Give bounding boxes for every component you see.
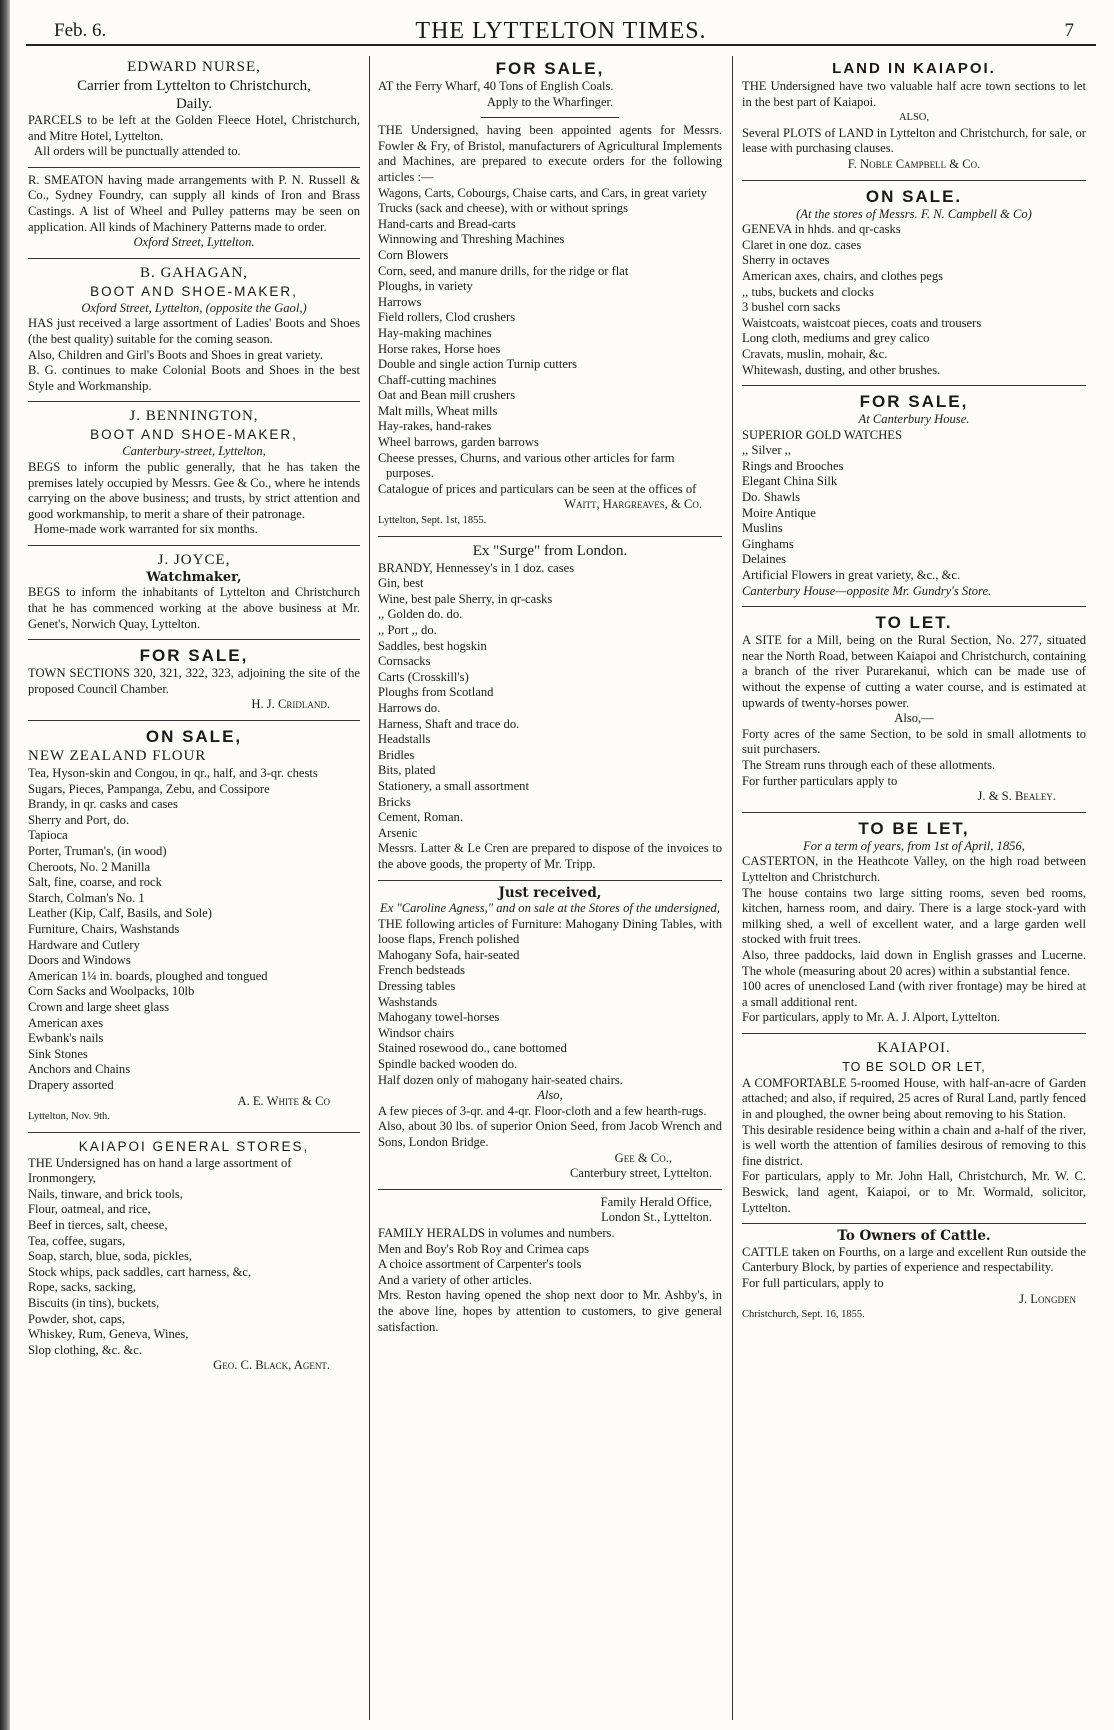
column-divider-2 — [732, 56, 733, 1720]
ad-paragraph: Also, about 30 lbs. of superior Onion Seed, from Jacob Wrench and Sons, London Bridge. — [378, 1119, 722, 1149]
list-item: Corn, seed, and manure drills, for the ridge or flat — [378, 263, 629, 278]
list-item: Men and Boy's Rob Roy and Crimea caps — [378, 1241, 590, 1256]
ad-edward-nurse — [28, 56, 360, 164]
ad-date: Christchurch, Sept. 16, 1855. — [742, 1309, 865, 1321]
list-item: Field rollers, Clod crushers — [378, 310, 516, 325]
ad-body: HAS just received a large assortment of Ladies' Boots and Shoes (the best quality) suitable for the coming season. — [28, 316, 360, 346]
ad-address: Oxford Street, Lyttelton, (opposite the Gaol,) — [81, 300, 307, 315]
ad-body: A SITE for a Mill, being on the Rural Section, No. 277, situated near the North Road, between Kaiapoi and Christchurch, containing a branch of the river Purarekanui, which can be made use of without the expense of cutting a water course, and is estimated at upwards of twenty-horses power. — [742, 633, 1086, 710]
divider — [28, 720, 360, 721]
list-item: Salt, fine, coarse, and rock — [28, 875, 162, 890]
list-item: Gin, best — [378, 576, 424, 591]
ad-paragraph: Also, three paddocks, laid down in English grasses and Lucerne. The whole (measuring about 20 acres) within a substantial fence. — [742, 947, 1086, 978]
list-item: Mahogany towel-horses — [378, 1010, 500, 1025]
ad-campbell-stores — [742, 184, 1086, 383]
ad-footer: Canterbury House—opposite Mr. Gundry's Store. — [742, 583, 992, 598]
ad-address: Canterbury-street, Lyttelton, — [122, 444, 266, 459]
list-item: Saddles, best hogskin — [378, 638, 487, 653]
ad-body: Messrs. Latter & Le Cren are prepared to dispose of the invoices to the above goods, the property of Mr. Tripp. — [378, 841, 722, 871]
ad-caroline-agness — [378, 884, 722, 1186]
ad-land-in-kaiapoi — [742, 56, 1086, 177]
divider — [481, 117, 619, 118]
ad-signature: Gee & Co., — [614, 1150, 672, 1165]
ad-paragraph: Also, Children and Girl's Boots and Shoes in great variety. — [28, 347, 323, 362]
divider — [742, 385, 1086, 386]
list-item: Ewbank's nails — [28, 1031, 104, 1046]
ad-paragraph: For full particulars, apply to — [742, 1276, 884, 1290]
ad-paragraph: The Stream runs through each of these allotments. — [742, 757, 996, 772]
list-item: Harness, Shaft and trace do. — [378, 716, 520, 731]
ad-street: London St., Lyttelton. — [601, 1210, 712, 1225]
ad-english-coals — [378, 56, 722, 114]
ad-heading: TO BE LET, — [858, 818, 970, 838]
list-item: Sugars, Pieces, Pampanga, Zebu, and Cossipore — [28, 781, 270, 796]
goods-list — [742, 222, 1086, 378]
list-item: Biscuits (in tins), buckets, — [28, 1296, 160, 1311]
list-item: Drapery assorted — [28, 1077, 114, 1092]
list-item: American axes — [28, 1015, 104, 1030]
goods-list — [28, 766, 360, 1093]
list-item: ,, Golden do. do. — [378, 607, 463, 622]
list-item: Oat and Bean mill crushers — [378, 388, 516, 403]
list-item: Long cloth, mediums and grey calico — [742, 331, 930, 346]
ad-paragraph: Several PLOTS of LAND in Lyttelton and Christchurch, for sale, or lease with purchasing clauses. — [742, 125, 1086, 156]
list-item: Artificial Flowers in great variety, &c., &c. — [742, 568, 961, 583]
list-item: Corn Blowers — [378, 247, 449, 262]
list-item: Corn Sacks and Woolpacks, 10lb — [28, 984, 195, 999]
ad-also: ALSO, — [898, 112, 930, 124]
list-item: ,, Port ,, do. — [378, 623, 437, 637]
ad-apply: Apply to the Wharfinger. — [486, 94, 614, 109]
ad-signature: J. Longden — [1019, 1291, 1076, 1306]
list-item: Hardware and Cutlery — [28, 937, 140, 952]
ad-subheading: For a term of years, from 1st of April, 1856, — [803, 838, 1025, 853]
ad-signature: J. & S. Bealey. — [977, 789, 1056, 804]
list-item: Tea, Hyson-skin and Congou, in qr., half, and 3-qr. chests — [28, 766, 318, 781]
ad-body: THE Undersigned, having been appointed agents for Messrs. Fowler & Fry, of Bristol, manufacturers of Agricultural Implements and Machines, are prepared to execute orders for the following articles :— — [378, 123, 722, 184]
ad-paragraph: This desirable residence being within a chain and a-half of the river, is well worth the attention of families desirous of removing to this fine district. — [742, 1122, 1086, 1168]
list-item: Hay-rakes, hand-rakes — [378, 419, 492, 434]
ad-trade: BOOT AND SHOE-MAKER, — [90, 427, 298, 443]
ad-paragraph: Catalogue of prices and particulars can be seen at the offices of — [378, 481, 697, 496]
ad-line: Daily. — [175, 96, 213, 112]
ad-surge — [378, 540, 722, 877]
list-item: Washstands — [378, 994, 438, 1009]
divider — [28, 258, 360, 259]
ad-signature: F. Noble Campbell & Co. — [847, 156, 981, 171]
goods-list — [378, 1242, 722, 1289]
list-item: SUPERIOR GOLD WATCHES — [742, 427, 903, 442]
ad-date: Lyttelton, Sept. 1st, 1855. — [378, 515, 487, 527]
ad-gahagan — [28, 262, 360, 399]
list-item: Double and single action Turnip cutters — [378, 357, 578, 372]
ad-heading: KAIAPOI. — [877, 1039, 951, 1056]
ad-heading: Ex "Surge" from London. — [472, 542, 628, 559]
divider — [28, 545, 360, 546]
ad-heading: ON SALE. — [865, 186, 963, 206]
ad-kaiapoi-house — [742, 1037, 1086, 1220]
list-item: Porter, Truman's, (in wood) — [28, 844, 167, 858]
list-item: BRANDY, Hennessey's in 1 doz. cases — [378, 560, 575, 575]
list-item: Wagons, Carts, Cobourgs, Chaise carts, and Cars, in great variety — [378, 185, 707, 200]
goods-list — [742, 428, 1086, 584]
ad-canterbury-house — [742, 389, 1086, 603]
ad-heading: Just received, — [498, 884, 602, 901]
ad-subheading: Ex "Caroline Agness," and on sale at the Stores of the undersigned, — [380, 901, 720, 916]
ad-trade: BOOT AND SHOE-MAKER, — [90, 283, 298, 299]
list-item: A choice assortment of Carpenter's tools — [378, 1257, 582, 1272]
ad-heading: FOR SALE, — [495, 59, 605, 78]
ad-implements — [378, 121, 722, 532]
list-item: ,, Silver ,, — [742, 443, 791, 458]
list-item: Windsor chairs — [378, 1025, 455, 1040]
ad-nz-flour — [28, 724, 360, 1129]
ad-body: FAMILY HERALDS in volumes and numbers. — [378, 1225, 615, 1240]
ad-paragraph: For further particulars apply to — [742, 773, 898, 788]
list-item: Stationery, a small assortment — [378, 778, 529, 793]
ad-heading: KAIAPOI GENERAL STORES, — [78, 1138, 310, 1154]
ad-signature: Waitt, Hargreaves, & Co. — [564, 497, 702, 512]
list-item: Moire Antique — [742, 505, 816, 520]
ad-signature: H. J. Cridland. — [251, 697, 330, 712]
page-header — [26, 18, 1096, 46]
goods-list — [378, 948, 722, 1088]
ad-date: Lyttelton, Nov. 9th. — [28, 1111, 110, 1123]
list-item: Waistcoats, waistcoat pieces, coats and trousers — [742, 315, 982, 330]
list-item: Ploughs from Scotland — [378, 685, 494, 700]
divider — [742, 1033, 1086, 1034]
ad-heading: FOR SALE, — [859, 392, 969, 412]
list-item: Claret in one doz. cases — [742, 237, 862, 252]
ad-casterton — [742, 816, 1086, 1030]
list-item: Sherry in octaves — [742, 253, 830, 268]
list-item: Trucks (sack and cheese), with or without springs — [378, 201, 628, 216]
list-item: Powder, shot, caps, — [28, 1311, 126, 1326]
list-item: Arsenic — [378, 825, 418, 840]
divider — [742, 1223, 1086, 1224]
column-3 — [742, 56, 1086, 1720]
column-1 — [28, 56, 360, 1720]
ad-title: NEW ZEALAND FLOUR — [28, 748, 207, 765]
page-binding-edge — [0, 0, 10, 1730]
list-item: Beef in tierces, salt, cheese, — [28, 1218, 168, 1233]
list-item: Whiskey, Rum, Geneva, Wines, — [28, 1327, 189, 1342]
ad-line: Carrier from Lyttelton to Christchurch, — [77, 78, 311, 94]
ad-body: THE Undersigned has on hand a large assortment of — [28, 1155, 292, 1170]
list-item: Chaff-cutting machines — [378, 372, 497, 387]
divider — [28, 401, 360, 402]
ad-paragraph: B. G. continues to make Colonial Boots and Shoes in the best Style and Workmanship. — [28, 363, 360, 393]
list-item: Furniture, Chairs, Washstands — [28, 921, 180, 936]
ad-name: B. GAHAGAN, — [139, 264, 249, 281]
ad-body: CASTERTON, in the Heathcote Valley, on the high road between Lyttelton and Christchurch. — [742, 854, 1086, 884]
list-item: Hay-making machines — [378, 325, 492, 340]
list-item: Rings and Brooches — [742, 458, 844, 473]
list-item: Bits, plated — [378, 763, 436, 778]
divider — [28, 1132, 360, 1133]
list-item: Half dozen only of mahogany hair-seated chairs. — [378, 1072, 623, 1087]
divider — [378, 536, 722, 537]
list-item: Sherry and Port, do. — [28, 812, 130, 827]
list-item: Bricks — [378, 794, 411, 809]
divider — [742, 812, 1086, 813]
ad-paragraph: For particulars, apply to Mr. A. J. Alport, Lyttelton. — [742, 1010, 1001, 1025]
ad-subheading: At Canterbury House. — [858, 412, 970, 427]
list-item: Dressing tables — [378, 979, 456, 994]
ad-body: THE Undersigned have two valuable half acre town sections to let in the best part of Kaiapoi. — [742, 79, 1086, 109]
masthead: THE LYTTELTON TIMES. — [415, 18, 707, 44]
list-item: Doors and Windows — [28, 953, 131, 968]
list-item: Winnowing and Threshing Machines — [378, 232, 565, 247]
ad-body: R. SMEATON having made arrangements with P. N. Russell & Co., Sydney Foundry, can supply all kinds of Iron and Brass Castings. A list of Wheel and Pulley patterns may be seen on application. All kinds of Machinery Patterns made to order. — [28, 172, 360, 234]
ad-body: TOWN SECTIONS 320, 321, 322, 323, adjoining the site of the proposed Council Chamber. — [28, 666, 360, 696]
list-item: Hand-carts and Bread-carts — [378, 216, 516, 231]
list-item: Carts (Crosskill's) — [378, 669, 469, 684]
list-item: Slop clothing, &c. &c. — [28, 1342, 143, 1357]
ad-paragraph: The house contains two large sitting rooms, seven bed rooms, kitchen, harness room, and dairy. There is a large stock-yard with milking shed, a well of excellent water, and a large garden well stocked with fruit trees. — [742, 885, 1086, 947]
ad-body: THE following articles of Furniture: Mahogany Dining Tables, with loose flaps, French polished — [378, 916, 722, 947]
ad-address: Canterbury street, Lyttelton. — [570, 1166, 712, 1181]
list-item: ,, tubs, buckets and clocks — [742, 284, 874, 299]
list-item: Wheel barrows, garden barrows — [378, 435, 539, 450]
list-item: Do. Shawls — [742, 490, 801, 505]
ad-mill-site — [742, 610, 1086, 809]
ad-family-herald — [378, 1193, 722, 1339]
ad-name: J. JOYCE, — [157, 551, 231, 568]
list-item: Soap, starch, blue, soda, pickles, — [28, 1249, 193, 1264]
list-item: Rope, sacks, sacking, — [28, 1280, 137, 1295]
list-item: Ginghams — [742, 536, 794, 551]
list-item: Mahogany Sofa, hair-seated — [378, 947, 520, 962]
list-item: French bedsteads — [378, 963, 466, 978]
goods-list — [378, 561, 722, 842]
list-item: Malt mills, Wheat mills — [378, 403, 498, 418]
list-item: Leather (Kip, Calf, Basils, and Sole) — [28, 906, 212, 921]
list-item: Ironmongery, — [28, 1171, 97, 1186]
list-item: Nails, tinware, and brick tools, — [28, 1186, 183, 1201]
ad-name: EDWARD NURSE, — [127, 59, 261, 75]
ad-paragraph: 100 acres of unenclosed Land (with river frontage) may be hired at a small additional rent. — [742, 979, 1086, 1009]
list-item: Starch, Colman's No. 1 — [28, 890, 145, 905]
list-item: Stained rosewood do., cane bottomed — [378, 1041, 567, 1056]
list-item: 3 bushel corn sacks — [742, 300, 841, 315]
list-item: Cornsacks — [378, 654, 431, 669]
ad-paragraph: A few pieces of 3-qr. and 4-qr. Floor-cloth and a few hearth-rugs. — [378, 1103, 707, 1118]
list-item: Anchors and Chains — [28, 1062, 131, 1077]
list-item: Cheroots, No. 2 Manilla — [28, 859, 151, 874]
page-number: 7 — [1064, 20, 1074, 41]
ad-town-sections — [28, 643, 360, 717]
ad-body: A COMFORTABLE 5-roomed House, with half-an-acre of Garden attached; and also, if required, 25 acres of Rural Land, partly fenced in and ploughed, the owner being about removing to his Station. — [742, 1075, 1086, 1122]
list-item: Cheese presses, Churns, and various other articles for farm purposes. — [378, 450, 675, 481]
ad-subheading: (At the stores of Messrs. F. N. Campbell & Co) — [796, 206, 1032, 221]
issue-date: Feb. 6. — [54, 20, 107, 41]
ad-owners-of-cattle — [742, 1227, 1086, 1327]
ad-name: J. BENNINGTON, — [129, 408, 259, 425]
list-item: Tapioca — [28, 828, 68, 843]
list-item: Sink Stones — [28, 1046, 88, 1061]
list-item: Cravats, muslin, mohair, &c. — [742, 346, 888, 361]
list-item: Harrows do. — [378, 700, 441, 715]
ad-subheading: TO BE SOLD OR LET, — [842, 1059, 986, 1074]
column-2 — [378, 56, 722, 1720]
list-item: Brandy, in qr. casks and cases — [28, 797, 178, 812]
ad-signature: A. E. White & Co — [237, 1093, 330, 1108]
ad-signature: Geo. C. Black, Agent. — [213, 1358, 330, 1373]
ad-heading: TO LET. — [875, 613, 953, 633]
column-divider-1 — [369, 56, 370, 1720]
ad-heading: ON SALE, — [145, 727, 243, 747]
list-item: Cement, Roman. — [378, 810, 463, 825]
ad-joyce — [28, 549, 360, 636]
goods-list — [28, 1171, 360, 1358]
divider — [28, 639, 360, 640]
ad-also: Also,— — [894, 711, 934, 726]
list-item: Stock whips, pack saddles, cart harness, &c, — [28, 1264, 252, 1279]
list-item: Headstalls — [378, 732, 431, 747]
ad-address: Oxford Street, Lyttelton. — [133, 235, 255, 250]
ad-note: All orders will be punctually attended to. — [34, 144, 241, 159]
ad-paragraph: For particulars, apply to Mr. John Hall, Christchurch, Mr. W. C. Beswick, land agent, Kaiapoi, or to Mr. Wormald, solicitor, Lyttelton. — [742, 1169, 1086, 1215]
ad-also: Also, — [537, 1088, 563, 1103]
ad-body: CATTLE taken on Fourths, on a large and excellent Run outside the Canterbury Block, by parties of experience and respectability. — [742, 1244, 1086, 1275]
ad-smeaton — [28, 171, 360, 255]
list-item: And a variety of other articles. — [378, 1272, 532, 1287]
ad-body: PARCELS to be left at the Golden Fleece Hotel, Christchurch, and Mitre Hotel, Lyttelton. — [28, 113, 360, 143]
divider — [378, 1189, 722, 1190]
divider — [742, 606, 1086, 607]
list-item: American 1¼ in. boards, ploughed and tongued — [28, 968, 268, 983]
list-item: Muslins — [742, 521, 783, 536]
divider — [28, 167, 360, 168]
list-item: Ploughs, in variety — [378, 279, 473, 294]
ad-heading: To Owners of Cattle. — [837, 1228, 991, 1245]
list-item: Bridles — [378, 747, 415, 762]
ad-trade: Watchmaker, — [146, 569, 242, 585]
list-item: Tea, coffee, sugars, — [28, 1233, 126, 1248]
ad-body: AT the Ferry Wharf, 40 Tons of English Coals. — [378, 79, 614, 93]
ad-heading: LAND IN KAIAPOI. — [832, 60, 996, 77]
ad-paragraph: Mrs. Reston having opened the shop next door to Mr. Ashby's, in the above line, hopes by attention to customers, to give general satisfaction. — [378, 1288, 722, 1334]
goods-list — [378, 186, 722, 482]
list-item: Horse rakes, Horse hoes — [378, 341, 501, 356]
ad-body: BEGS to inform the public generally, that he has taken the premises lately occupied by Messrs. Gee & Co., where he intends carrying on the above business; and trusts, by strict attention and good workmanship, to merit a share of their patronage. — [28, 459, 360, 521]
list-item: Flour, oatmeal, and rice, — [28, 1202, 151, 1217]
list-item: Elegant China Silk — [742, 474, 838, 489]
ad-paragraph: Forty acres of the same Section, to be sold in small allotments to suit purchasers. — [742, 726, 1086, 757]
list-item: Delaines — [742, 552, 787, 567]
list-item: Harrows — [378, 294, 422, 309]
list-item: American axes, chairs, and clothes pegs — [742, 268, 944, 283]
list-item: Crown and large sheet glass — [28, 999, 170, 1014]
ad-kaiapoi-stores — [28, 1136, 360, 1378]
list-item: Wine, best pale Sherry, in qr-casks — [378, 591, 553, 606]
list-item: Spindle backed wooden do. — [378, 1057, 518, 1072]
ad-body: BEGS to inform the inhabitants of Lyttelton and Christchurch that he has commenced working at the above business at Mr. Genet's, Norwich Quay, Lyttelton. — [28, 585, 360, 631]
list-item: GENEVA in hhds. and qr-casks — [742, 222, 901, 237]
divider — [742, 180, 1086, 181]
divider — [378, 880, 722, 881]
list-item: Whitewash, dusting, and other brushes. — [742, 362, 941, 377]
ad-bennington — [28, 405, 360, 542]
ad-heading: FOR SALE, — [139, 646, 249, 666]
ad-note: Home-made work warranted for six months. — [34, 522, 258, 537]
ad-office: Family Herald Office, — [600, 1194, 712, 1209]
